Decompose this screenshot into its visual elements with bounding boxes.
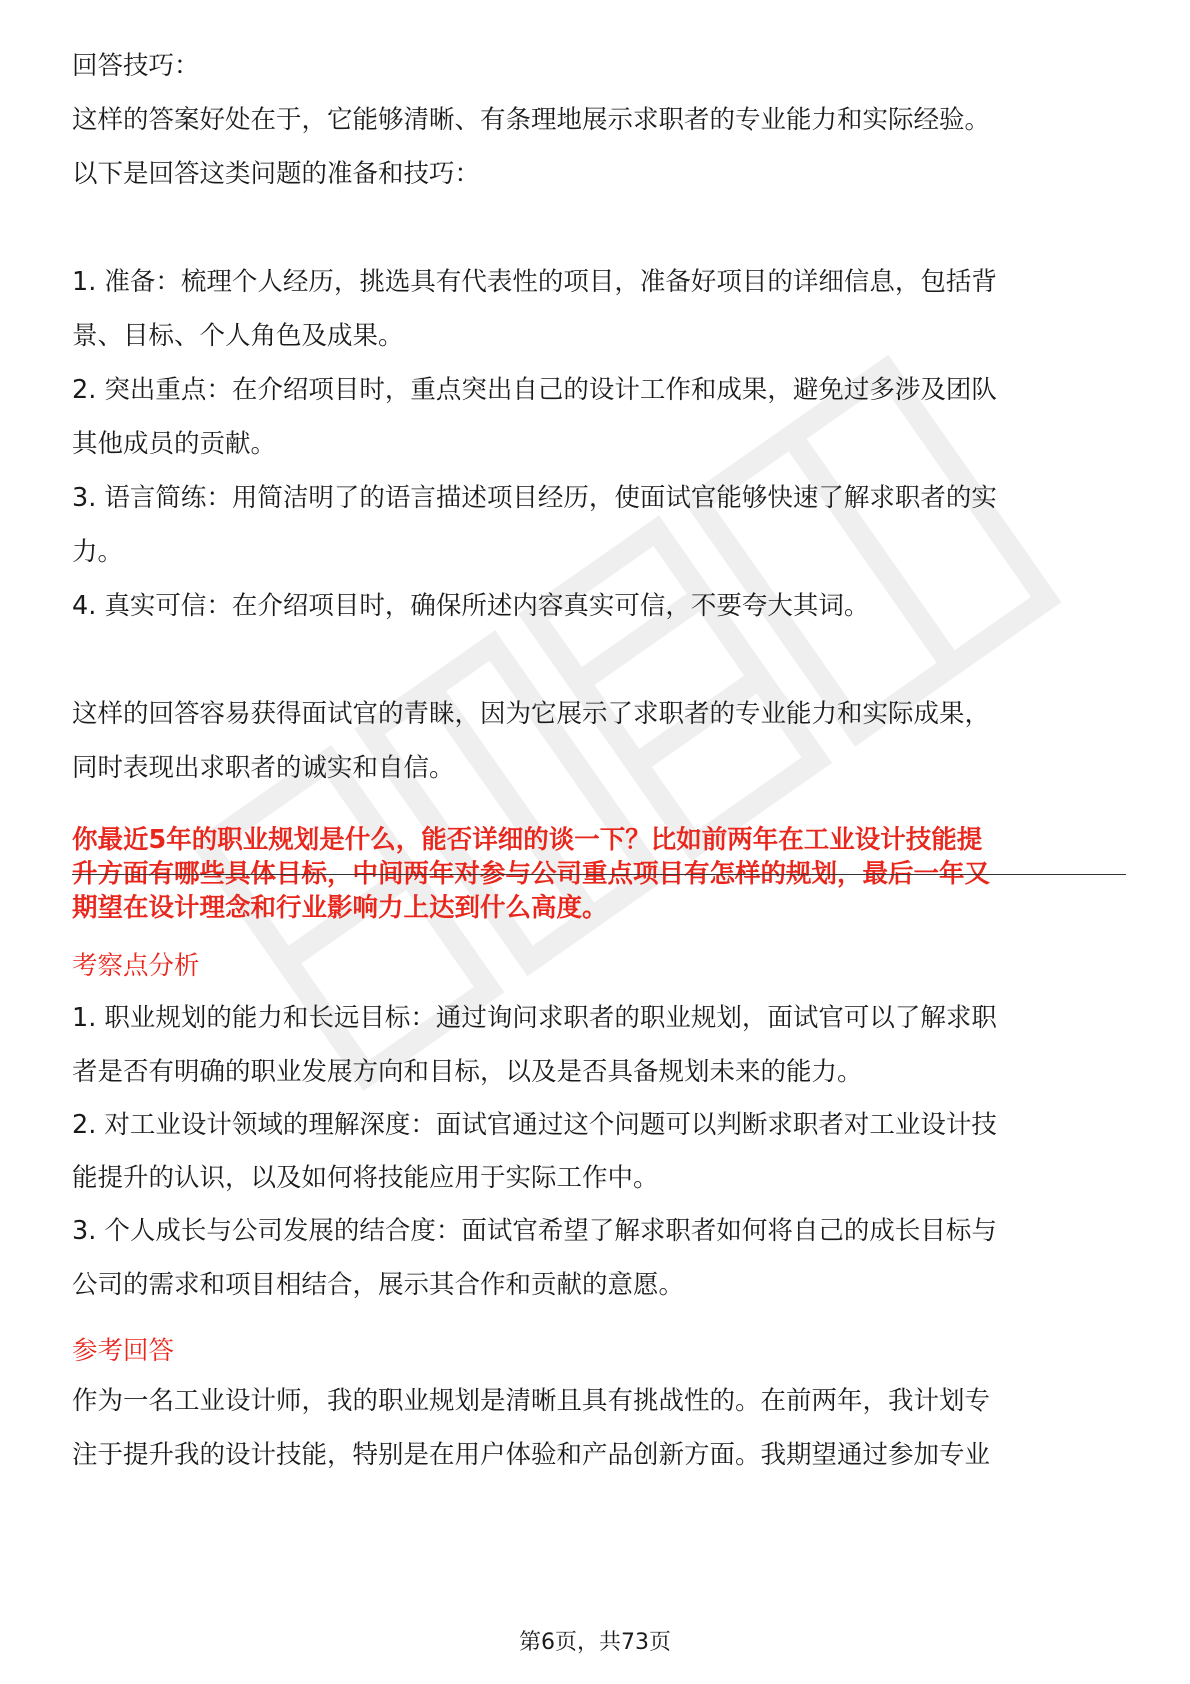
reference-heading: 参考回答 [72, 1336, 175, 1366]
tip-item-line: 景、目标、个人角色及成果。 [72, 321, 404, 351]
tip-item-line: 其他成员的贡献。 [72, 429, 277, 459]
tip-item-line: 4. 真实可信：在介绍项目时，确保所述内容真实可信，不要夸大其词。 [72, 591, 870, 621]
tip-item-line: 1. 准备：梳理个人经历，挑选具有代表性的项目，准备好项目的详细信息，包括背 [72, 267, 997, 297]
question-line: 期望在设计理念和行业影响力上达到什么高度。 [72, 893, 608, 923]
closing-line: 这样的回答容易获得面试官的青睐，因为它展示了求职者的专业能力和实际成果， [72, 699, 991, 729]
analysis-item-line: 者是否有明确的职业发展方向和目标，以及是否具备规划未来的能力。 [72, 1057, 863, 1087]
tips-line: 这样的答案好处在于，它能够清晰、有条理地展示求职者的专业能力和实际经验。 [72, 105, 991, 135]
question-line: 你最近5年的职业规划是什么，能否详细的谈一下？比如前两年在工业设计技能提 [72, 825, 983, 855]
tip-item-line: 3. 语言简练：用简洁明了的语言描述项目经历，使面试官能够快速了解求职者的实 [72, 483, 997, 513]
reference-line: 注于提升我的设计技能，特别是在用户体验和产品创新方面。我期望通过参加专业 [72, 1440, 991, 1470]
tip-item-line: 力。 [72, 537, 124, 567]
tips-heading: 回答技巧： [72, 51, 200, 81]
tips-line: 以下是回答这类问题的准备和技巧： [72, 159, 481, 189]
analysis-item-line: 2. 对工业设计领域的理解深度：面试官通过这个问题可以判断求职者对工业设计技 [72, 1110, 997, 1140]
analysis-item-line: 公司的需求和项目相结合，展示其合作和贡献的意愿。 [72, 1270, 685, 1300]
page-number: 第6页，共73页 [519, 1630, 671, 1655]
analysis-item-line: 能提升的认识，以及如何将技能应用于实际工作中。 [72, 1163, 659, 1193]
reference-line: 作为一名工业设计师，我的职业规划是清晰且具有挑战性的。在前两年，我计划专 [72, 1386, 991, 1416]
analysis-item-line: 1. 职业规划的能力和长远目标：通过询问求职者的职业规划，面试官可以了解求职 [72, 1003, 997, 1033]
analysis-item-line: 3. 个人成长与公司发展的结合度：面试官希望了解求职者如何将自己的成长目标与 [72, 1216, 997, 1246]
analysis-heading: 考察点分析 [72, 951, 200, 981]
question-line: 升方面有哪些具体目标，中间两年对参与公司重点项目有怎样的规划，最后一年又 [72, 859, 991, 889]
tip-item-line: 2. 突出重点：在介绍项目时，重点突出自己的设计工作和成果，避免过多涉及团队 [72, 375, 997, 405]
closing-line: 同时表现出求职者的诚实和自信。 [72, 753, 455, 783]
section-divider [72, 874, 1126, 875]
